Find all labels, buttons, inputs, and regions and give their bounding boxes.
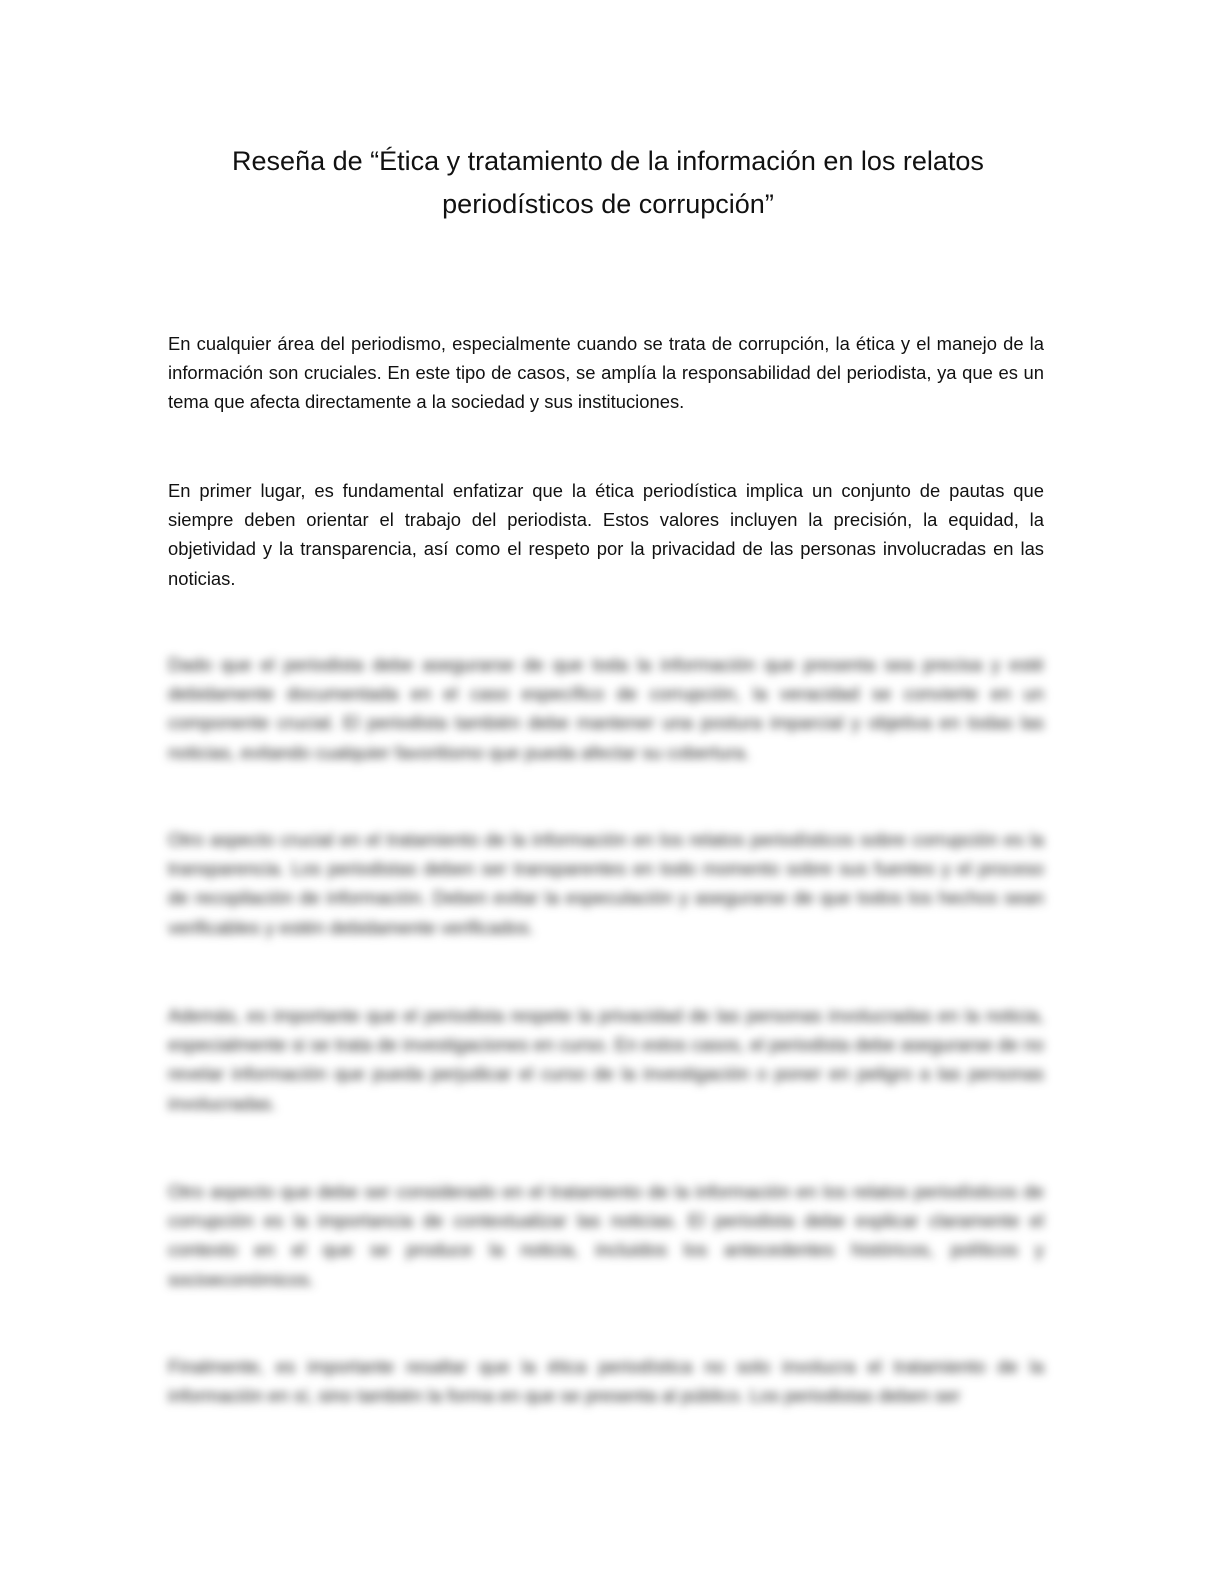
paragraph-5-blurred: Además, es importante que el periodista respete la privacidad de las personas involucradas en la noticia, especialmente si se trata de investigaciones en curso. En estos casos, el periodista debe asegurarse de no revelar información que pueda perjudicar el curso de la investigación o poner en peligro a las personas involucradas. [168, 1005, 1044, 1114]
paragraph-3-blurred: Dado que el periodista debe asegurarse de que toda la información que presenta sea precisa y esté debidamente documentada en el caso específico de corrupción, la veracidad se convierte en un componente crucial. El periodista también debe mantener una postura imparcial y objetiva en todas las noticias, evitando cualquier favoritismo que pueda afectar su cobertura. [168, 654, 1044, 763]
paragraph-4-blurred: Otro aspecto crucial en el tratamiento de la información en los relatos periodísticos sobre corrupción es la transparencia. Los periodistas deben ser transparentes en todo momento sobre sus fuentes y el proceso de recopilación de información. Deben evitar la especulación y asegurarse de que todos los hechos sean verificables y estén debidamente verificados. [168, 829, 1044, 938]
document-title: Reseña de “Ética y tratamiento de la información en los relatos periodísticos de corrupción” [232, 146, 984, 219]
paragraph-2: En primer lugar, es fundamental enfatizar que la ética periodística implica un conjunto de pautas que siempre deben orientar el trabajo del periodista. Estos valores incluyen la precisión, la equidad, la objetividad y la transparencia, así como el respeto por la privacidad de las personas involucradas en las noticias. [168, 480, 1044, 589]
paragraph-1: En cualquier área del periodismo, especialmente cuando se trata de corrupción, la ética y el manejo de la información son cruciales. En este tipo de casos, se amplía la responsabilidad del periodista, ya que es un tema que afecta directamente a la sociedad y sus instituciones. [168, 333, 1044, 413]
paragraph-7-blurred: Finalmente, es importante resaltar que la ética periodística no solo involucra el tratamiento de la información en sí, sino también la forma en que se presenta al público. Los periodistas deben ser [168, 1356, 1044, 1407]
paragraph-6-blurred: Otro aspecto que debe ser considerado en el tratamiento de la información en los relatos periodísticos de corrupción es la importancia de contextualizar las noticias. El periodista debe explicar claramente el contexto en el que se produce la noticia, incluidos los antecedentes históricos, políticos y socioeconómicos. [168, 1181, 1044, 1290]
